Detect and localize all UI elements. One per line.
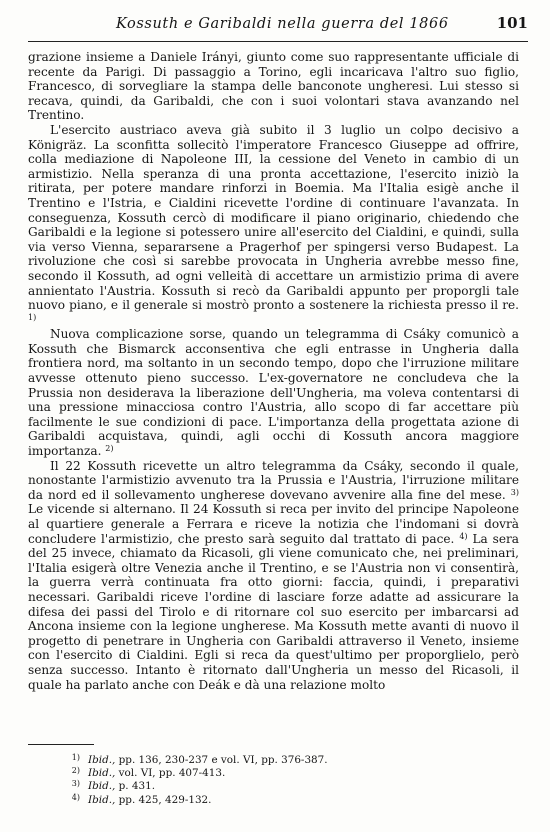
- footnote-text: [88, 780, 155, 793]
- footnote-ref-4: 4): [459, 531, 468, 541]
- paragraph-4-text-c: La sera del 25 invece, chiamato da Ricasoli, gli viene comunicato che, nei preliminari, l'Italia esigerà oltre Venezia anche il Trentino, e se l'Austria non vi consentirà, la guerra verrà continuata fra otto giorni: faccia, quindi, i preparativi necessari. Garibaldi riceve l'ordine di lasciare forze adatte ad assicurare la difesa dei passi del Tirolo e di ritornare col suo esercito per imbarcarsi ad Ancona insieme con la legione ungherese. Ma Kossuth mette avanti di nuovo il progetto di penetrare in Ungheria con Garibaldi attraverso il Veneto, insieme con l'esercito di Cialdini. Egli si reca da quest'ultimo per proporglielo, però senza successo. Intanto è ritornato dall'Ungheria un messo del Ricasoli, il quale ha parlato anche con Deák e dà una relazione molto: [28, 531, 519, 692]
- body-text: [28, 50, 519, 692]
- paragraph-3: [28, 327, 519, 458]
- header-rule: [28, 41, 528, 42]
- paragraph-4: [28, 459, 519, 693]
- footnote-citation: pp. 136, 230-237 e vol. VI, pp. 376-387.: [115, 754, 328, 766]
- footnote-text: [88, 767, 225, 780]
- paragraph-4-text-a: Il 22 Kossuth ricevette un altro telegramma da Csáky, secondo il quale, nonostante l'armistizio avvenuto tra la Prussia e l'Austria, l'irruzione militare da nord ed il sollevamento ungherese dovevano avvenire alla fine del mese.: [28, 458, 519, 502]
- footnote-ibid: Ibid.,: [88, 793, 116, 806]
- footnote-number: 1): [71, 753, 80, 762]
- footnote-ibid: Ibid.,: [88, 780, 116, 793]
- running-title: Kossuth e Garibaldi nella guerra del 1866: [116, 16, 449, 32]
- footnote-rule: [28, 744, 94, 745]
- page-number: 101: [496, 14, 528, 32]
- footnote-ibid: Ibid.,: [88, 767, 116, 780]
- paragraph-3-text: Nuova complicazione sorse, quando un telegramma di Csáky comunicò a Kossuth che Bismarck acconsentiva che egli entrasse in Ungheria dalla frontiera nord, ma soltanto in un secondo tempo, dopo che l'irruzione militare avvesse ottenuto pieno successo. L'ex-governatore ne concludeva che la Prussia non desiderava la liberazione dell'Ungheria, ma voleva contentarsi di una pressione minacciosa contro l'Austria, allo scopo di far accettare più facilmente le sue condizioni di pace. L'importanza della progettata azione di Garibaldi acquistava, quindi, agli occhi di Kossuth ancora maggiore importanza.: [28, 327, 519, 459]
- paragraph-2: [28, 123, 519, 327]
- footnote-citation: pp. 425, 429-132.: [115, 793, 212, 806]
- paragraph-2-text: L'esercito austriaco aveva già subito il 3 luglio un colpo decisivo a Königräz. La sconfitta sollecitò l'imperatore Francesco Giuseppe ad offrire, colla mediazione di Napoleone III, la cessione del Veneto in cambio di un armistizio. Nella speranza di una pronta accettazione, l'esercito iniziò la ritirata, per potere mandare rinforzi in Boemia. Ma l'Italia esigè anche il Trentino e l'Istria, e Cialdini ricevette l'ordine di continuare l'avanzata. In conseguenza, Kossuth cercò di modificare il piano originario, chiedendo che Garibaldi e la legione si potessero unire all'esercito del Cialdini, e quindi, sulla via verso Vienna, separarsene a Pragerhof per spingersi verso Budapest. La rivoluzione che così si sarebbe provocata in Ungheria avrebbe messo fine, secondo il Kossuth, ad ogni velleità di accettare un armistizio prima di avere annientato l'Austria. Kossuth si recò da Garibaldi appunto per proporgli tale nuovo piano, e il generale si mostrò pronto a sostenere la richiesta presso il re.: [28, 122, 519, 313]
- footnote-mark: [62, 794, 80, 807]
- footnote-ibid: Ibid.,: [88, 754, 116, 766]
- footnote-2: [62, 767, 502, 780]
- footnote-number: 3): [71, 779, 80, 789]
- footnote-citation: vol. VI, pp. 407-413.: [115, 767, 226, 780]
- footnote-ref-2: 2): [105, 444, 114, 454]
- footnote-ref-1: 1): [28, 312, 37, 322]
- footnote-3: [62, 780, 502, 793]
- footnote-ref-3: 3): [510, 487, 519, 497]
- paragraph-1: grazione insieme a Daniele Irányi, giunto come suo rappresentante ufficiale di recente da Parigi. Di passaggio a Torino, egli incaricava l'altro suo figlio, Francesco, di sorvegliare la stampa delle banconote ungheresi. Lui stesso si recava, quindi, da Garibaldi, che con i suoi volontari stava avanzando nel Trentino.: [28, 50, 519, 123]
- paragraph-4-text-b: Le vicende si alternano. Il 24 Kossuth si reca per invito del principe Napoleone al quartiere generale a Ferrara e riceve la notizia che l'indomani si dovrà concludere l'armistizio, che presto sarà seguito dal trattato di pace.: [28, 502, 519, 546]
- footnote-citation: p. 431.: [115, 780, 156, 793]
- footnote-number: 4): [71, 792, 80, 802]
- footnote-text: [88, 754, 328, 767]
- running-header: [28, 14, 528, 36]
- footnote-number: 2): [71, 766, 80, 776]
- footnote-text: [88, 794, 211, 807]
- footnote-1: [62, 754, 502, 767]
- footnotes: [62, 754, 502, 807]
- footnote-4: [62, 794, 502, 807]
